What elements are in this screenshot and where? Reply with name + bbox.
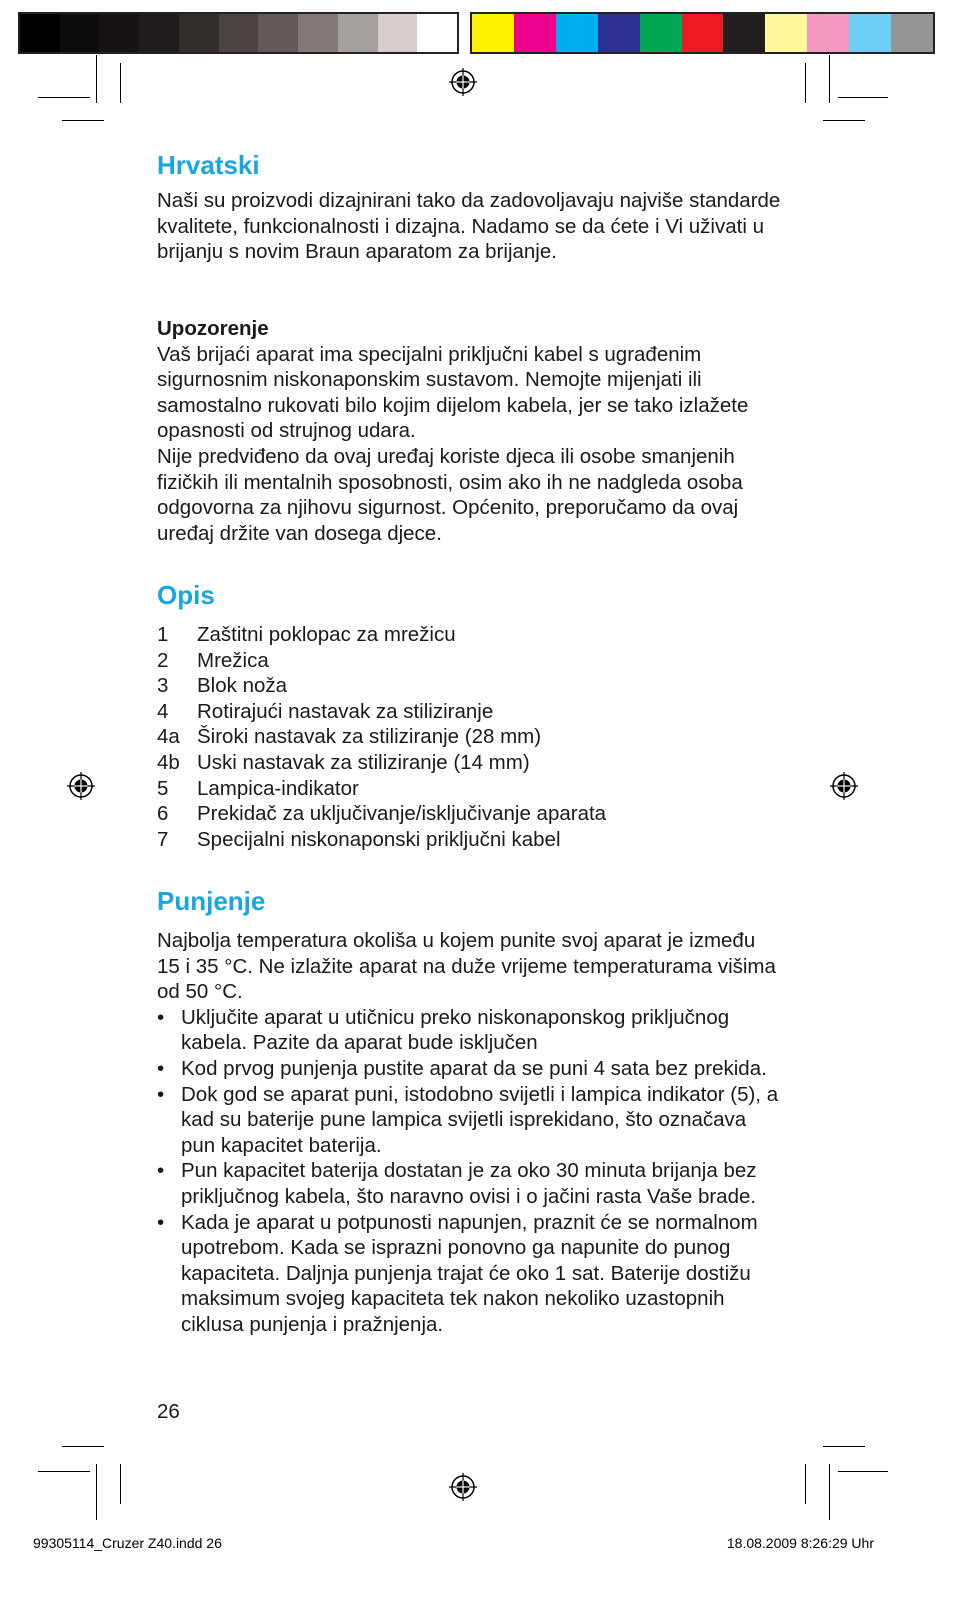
grayscale-color-bar <box>18 12 459 54</box>
item-number: 1 <box>157 623 169 646</box>
intro-paragraph: Naši su proizvodi dizajnirani tako da zadovoljavaju najviše standarde kvalitete, funkcionalnosti i dizajna. Nadamo se da ćete i Vi uživati u brijanju s novim Braun aparatom za brijanje. <box>157 189 781 264</box>
color-swatch <box>258 14 298 52</box>
item-number: 4 <box>157 699 169 723</box>
color-swatch <box>891 14 933 52</box>
color-swatch <box>219 14 259 52</box>
section-heading-hrvatski: Hrvatski <box>157 150 260 180</box>
item-number: 3 <box>157 674 169 698</box>
page-number: 26 <box>157 1400 180 1423</box>
list-item <box>157 1005 782 1056</box>
color-swatch <box>472 14 514 52</box>
color-swatch <box>378 14 418 52</box>
bullet-text: Kada je aparat u potpunosti napunjen, praznit će se normalnom upotrebom. Kada se isprazni ponovno ga napunite do punog kapaciteta. Daljnja punjenja trajat će oko 1 sat. Baterije dostižu maksimum svojeg kapaciteta tek nakon nekoliko uzastopnih ciklusa punjenja i pražnjenja. <box>181 1210 758 1336</box>
crop-mark <box>829 1464 830 1520</box>
item-text: Blok noža <box>197 674 288 698</box>
color-swatch <box>682 14 724 52</box>
item-text: Rotirajući nastavak za stiliziranje <box>197 699 494 723</box>
color-swatch <box>417 14 457 52</box>
charging-section <box>157 884 782 1338</box>
color-swatch <box>807 14 849 52</box>
bullet-text: Dok god se aparat puni, istodobno svijetli i lampica indikator (5), a kad su baterije pune lampica svijetli isprekidano, što označava pun kapacitet baterija. <box>181 1082 779 1157</box>
color-swatch <box>139 14 179 52</box>
section-heading-punjenje: Punjenje <box>157 886 266 916</box>
crop-mark <box>823 120 865 121</box>
color-swatch <box>179 14 219 52</box>
registration-mark-icon <box>66 771 96 801</box>
bullet-icon: • <box>157 1159 165 1183</box>
item-number: 6 <box>157 802 169 826</box>
process-color-bar <box>470 12 935 54</box>
crop-mark <box>829 55 830 103</box>
color-swatch <box>514 14 556 52</box>
color-swatch <box>298 14 338 52</box>
item-text: Specijalni niskonaponski priključni kabel <box>197 827 561 851</box>
parts-list <box>157 622 797 852</box>
crop-mark <box>38 1471 90 1472</box>
list-item <box>157 827 797 853</box>
crop-mark <box>805 63 806 103</box>
footer-timestamp: 18.08.2009 8:26:29 Uhr <box>726 1535 874 1551</box>
list-item <box>157 1082 782 1159</box>
item-number: 2 <box>157 648 169 672</box>
list-item <box>157 673 797 699</box>
bullet-icon: • <box>157 1082 165 1106</box>
item-text: Široki nastavak za stiliziranje (28 mm) <box>197 725 542 749</box>
list-item <box>157 776 797 802</box>
color-swatch <box>60 14 100 52</box>
item-number: 4a <box>157 725 180 749</box>
list-item <box>157 724 797 750</box>
item-text: Mrežica <box>197 648 269 672</box>
warning-paragraph-2: Nije predviđeno da ovaj uređaj koriste djeca ili osobe smanjenih fizičkih ili mentalnih sposobnosti, osim ako ih ne nadgleda osoba odgovorna za njihovu sigurnost. Općenito, preporučamo da ovaj uređaj držite van dosega djece. <box>157 444 743 545</box>
list-item <box>157 622 797 648</box>
crop-mark <box>823 1446 865 1447</box>
footer-filename: 99305114_Cruzer Z40.indd 26 <box>33 1535 222 1551</box>
color-swatch <box>849 14 891 52</box>
item-number: 7 <box>157 827 169 851</box>
crop-mark <box>96 1464 97 1520</box>
color-swatch <box>20 14 60 52</box>
list-item <box>157 648 797 674</box>
crop-mark <box>62 1446 104 1447</box>
charging-paragraph: Najbolja temperatura okoliša u kojem punite svoj aparat je između 15 i 35 °C. Ne izlažite aparat na duže vrijeme temperaturama višima od 50 °C. <box>157 929 776 1004</box>
list-item <box>157 750 797 776</box>
list-item <box>157 1158 782 1209</box>
warning-heading: Upozorenje <box>157 317 269 340</box>
color-swatch <box>598 14 640 52</box>
crop-mark <box>838 1471 888 1472</box>
color-swatch <box>640 14 682 52</box>
color-swatch <box>99 14 139 52</box>
description-section <box>157 578 797 852</box>
item-text: Zaštitni poklopac za mrežicu <box>197 623 456 646</box>
registration-mark-icon <box>448 1472 478 1502</box>
crop-mark <box>96 55 97 103</box>
bullet-text: Pun kapacitet baterija dostatan je za oko 30 minuta brijanja bez priključnog kabela, što naravno ovisi i o jačini rasta Vaše brade. <box>181 1159 757 1208</box>
item-number: 4b <box>157 750 180 774</box>
crop-mark <box>38 97 90 98</box>
list-item <box>157 699 797 725</box>
item-text: Prekidač za uključivanje/isključivanje aparata <box>197 802 607 826</box>
item-number: 5 <box>157 776 169 800</box>
intro-section <box>157 148 797 265</box>
crop-mark <box>838 97 888 98</box>
list-item <box>157 801 797 827</box>
crop-mark <box>120 1464 121 1504</box>
item-text: Uski nastavak za stiliziranje (14 mm) <box>197 750 530 774</box>
section-heading-opis: Opis <box>157 580 215 610</box>
color-swatch <box>338 14 378 52</box>
bullet-icon: • <box>157 1005 165 1029</box>
color-swatch <box>765 14 807 52</box>
bullet-icon: • <box>157 1210 165 1234</box>
warning-paragraph-1: Vaš brijaći aparat ima specijalni priključni kabel s ugrađenim sigurnosnim niskonaponskim sustavom. Nemojte mijenjati ili samostalno rukovati bilo kojim dijelom kabela, jer se tako izlažete opasnosti od strujnog udara. <box>157 342 749 443</box>
charging-bullets <box>157 1005 782 1338</box>
color-swatch <box>556 14 598 52</box>
bullet-text: Kod prvog punjenja pustite aparat da se puni 4 sata bez prekida. <box>181 1056 767 1080</box>
crop-mark <box>62 120 104 121</box>
list-item <box>157 1210 782 1338</box>
list-item <box>157 1056 782 1082</box>
crop-mark <box>805 1464 806 1504</box>
bullet-icon: • <box>157 1056 165 1080</box>
bullet-text: Uključite aparat u utičnicu preko niskonaponskog priključnog kabela. Pazite da aparat bude isključen <box>181 1005 730 1055</box>
crop-mark <box>120 63 121 103</box>
registration-mark-icon <box>448 67 478 97</box>
warning-section <box>157 316 797 546</box>
item-text: Lampica-indikator <box>197 776 359 800</box>
color-swatch <box>723 14 765 52</box>
registration-mark-icon <box>829 771 859 801</box>
